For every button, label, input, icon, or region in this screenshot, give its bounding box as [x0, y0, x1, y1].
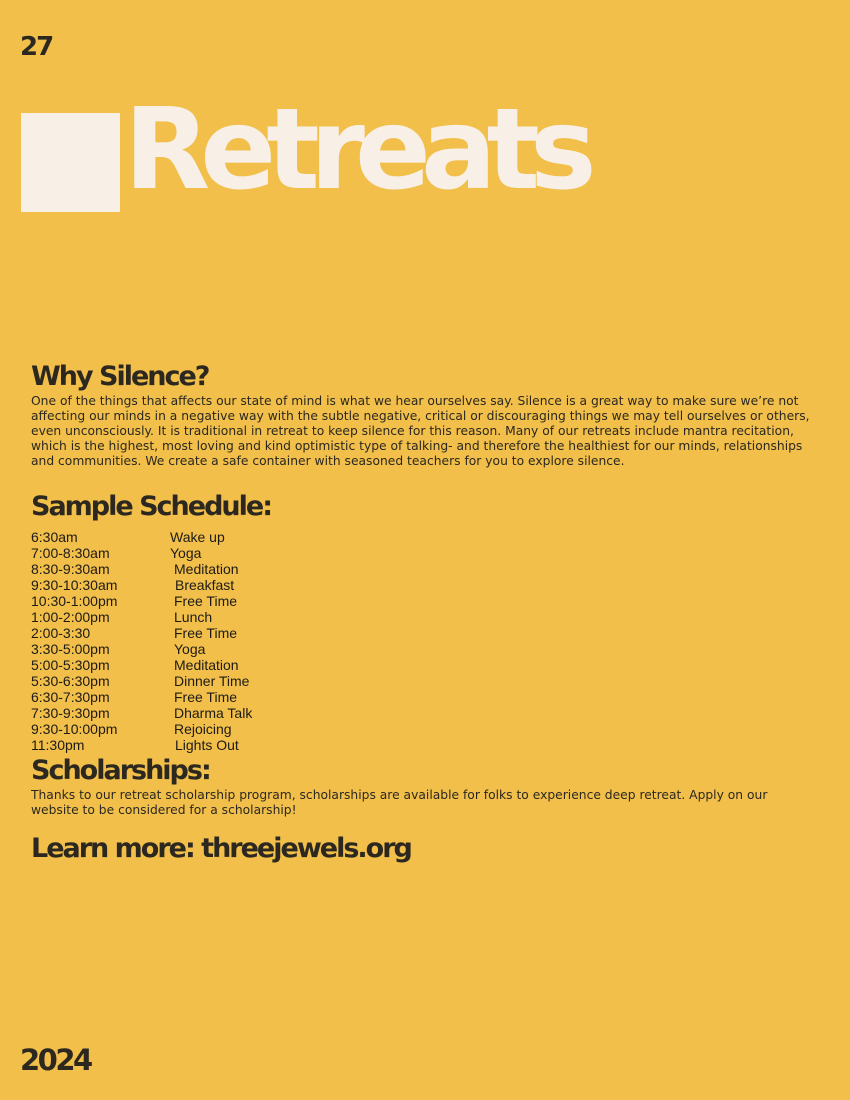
- schedule-activity: Yoga: [174, 641, 206, 657]
- schedule-row: [31, 673, 821, 689]
- scholarships-heading: Scholarships:: [31, 755, 210, 786]
- schedule-row: [31, 625, 821, 641]
- schedule-row: [31, 705, 821, 721]
- why-silence-heading: Why Silence?: [31, 361, 209, 392]
- schedule-time: 5:00-5:30pm: [31, 657, 110, 673]
- schedule-row: [31, 593, 821, 609]
- schedule-time: 10:30-1:00pm: [31, 593, 118, 609]
- schedule-time: 11:30pm: [31, 737, 85, 753]
- schedule-activity: Dharma Talk: [174, 705, 253, 721]
- schedule-activity: Wake up: [170, 529, 225, 545]
- schedule-time: 7:00-8:30am: [31, 545, 110, 561]
- schedule-activity: Free Time: [174, 625, 238, 641]
- why-silence-body: One of the things that affects our state of mind is what we hear ourselves say. Silence is a great way to make sure we’re not affecting our minds in a negative way with the subtle negative, critical or discouraging things we may tell ourselves or others, even unconsciously. It is traditional in retreat to keep silence for this reason. Many of our retreats include mantra recitation, which is the highest, most loving and kind optimistic type of talking- and therefore the healthiest for our minds, relationships and communities. We create a safe container with seasoned teachers for you to explore silence.: [31, 394, 810, 468]
- schedule-time: 9:30-10:00pm: [31, 721, 118, 737]
- schedule-row: [31, 561, 821, 577]
- schedule-time: 1:00-2:00pm: [31, 609, 110, 625]
- schedule-activity: Meditation: [174, 657, 239, 673]
- schedule-time: 6:30am: [31, 529, 78, 545]
- schedule-row: [31, 529, 821, 545]
- schedule-activity: Meditation: [174, 561, 239, 577]
- learn-more-link[interactable]: Learn more: threejewels.org: [31, 833, 411, 864]
- schedule-row: [31, 577, 821, 593]
- schedule-activity: Lunch: [174, 609, 213, 625]
- sample-schedule-section: [31, 490, 821, 753]
- why-silence-section: [31, 360, 821, 469]
- schedule-row: [31, 689, 821, 705]
- page-number: 27: [20, 32, 53, 62]
- scholarships-section: [31, 754, 821, 818]
- schedule-activity: Dinner Time: [174, 673, 250, 689]
- schedule-row: [31, 545, 821, 561]
- schedule-time: 2:00-3:30: [31, 625, 91, 641]
- schedule-row: [31, 641, 821, 657]
- schedule-row: [31, 657, 821, 673]
- scholarships-body: Thanks to our retreat scholarship program, scholarships are available for folks to experience deep retreat. Apply on our website to be considered for a scholarship!: [31, 788, 768, 817]
- schedule-activity: Rejoicing: [174, 721, 232, 737]
- schedule-time: 7:30-9:30pm: [31, 705, 110, 721]
- schedule-time: 6:30-7:30pm: [31, 689, 110, 705]
- schedule-activity: Yoga: [170, 545, 202, 561]
- page-title: Retreats: [124, 85, 587, 215]
- sample-schedule-heading: Sample Schedule:: [31, 491, 271, 522]
- schedule-activity: Free Time: [174, 593, 238, 609]
- schedule-time: 5:30-6:30pm: [31, 673, 110, 689]
- schedule-activity: Lights Out: [175, 737, 239, 753]
- schedule-row: [31, 721, 821, 737]
- schedule-time: 3:30-5:00pm: [31, 641, 110, 657]
- main-content: [31, 360, 821, 866]
- schedule-list: [31, 529, 821, 753]
- schedule-time: 8:30-9:30am: [31, 561, 110, 577]
- schedule-activity: Breakfast: [175, 577, 235, 593]
- year: 2024: [20, 1043, 91, 1077]
- schedule-activity: Free Time: [174, 689, 238, 705]
- title-square-decoration: [21, 113, 120, 212]
- schedule-time: 9:30-10:30am: [31, 577, 118, 593]
- schedule-row: [31, 737, 821, 753]
- schedule-row: [31, 609, 821, 625]
